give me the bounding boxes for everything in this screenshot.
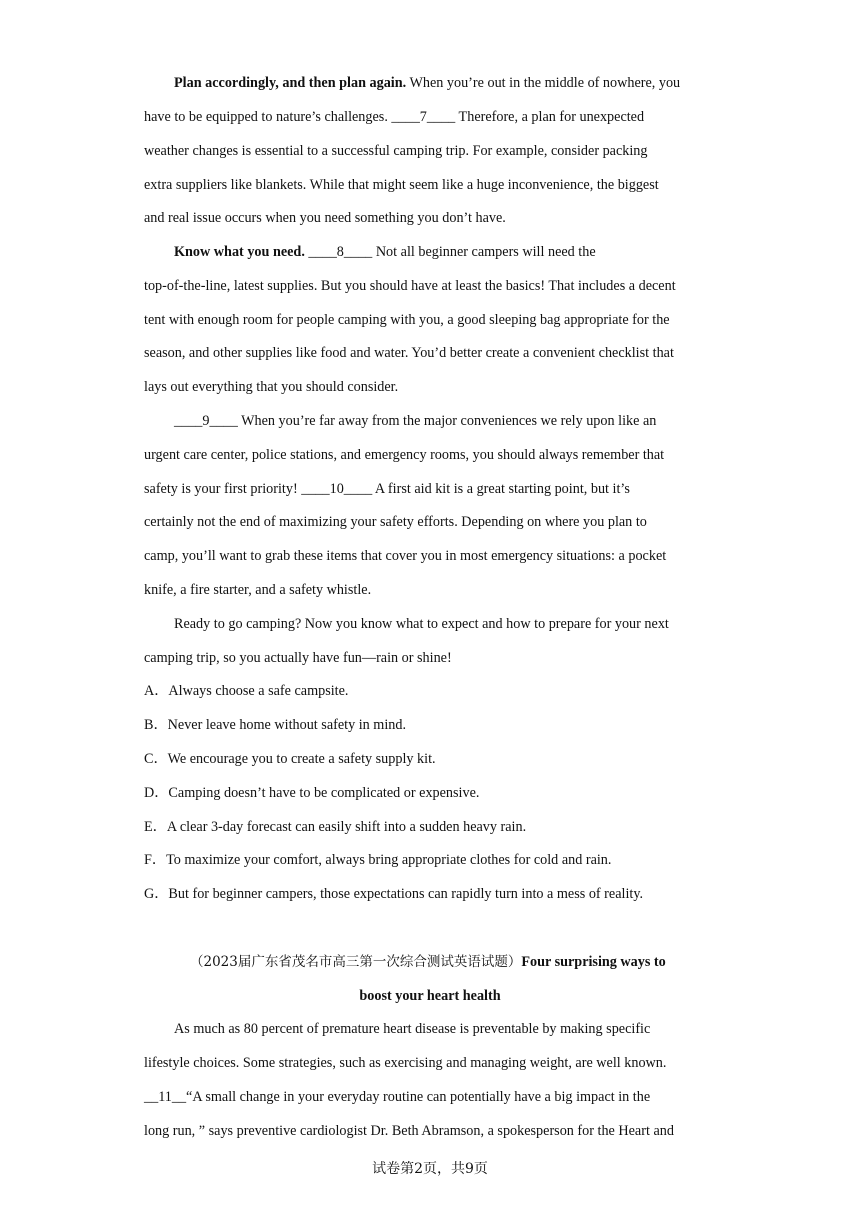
option-g: G．But for beginner campers, those expectations can rapidly turn into a mess of reality.: [144, 886, 644, 902]
p1-line-1: [174, 73, 680, 93]
p3-line-3-text-b: A first aid kit is a great starting point, but it’s: [372, 481, 630, 497]
p4-line-1: Ready to go camping? Now you know what to expect and how to prepare for your next: [174, 616, 669, 632]
p1-heading: Plan accordingly, and then plan again.: [174, 75, 407, 91]
page-footer: 试卷第2页，共9页: [372, 1161, 488, 1177]
p3-line-3: [144, 479, 630, 499]
s2-line-2: lifestyle choices. Some strategies, such as exercising and managing weight, are well known.: [144, 1055, 667, 1071]
p3-line-5: camp, you’ll want to grab these items that cover you in most emergency situations: a pocket: [144, 548, 667, 564]
option-d: D．Camping doesn’t have to be complicated or expensive.: [144, 785, 480, 801]
p2-line-5: lays out everything that you should consider.: [144, 379, 399, 395]
blank-10: ____10____: [301, 481, 373, 497]
option-a: A．Always choose a safe campsite.: [144, 683, 349, 699]
p2-line-1: [174, 242, 596, 262]
section2-title-part-2: boost your heart health: [359, 988, 501, 1004]
blank-8: ____8____: [308, 244, 373, 260]
p1-line-3: weather changes is essential to a successful camping trip. For example, consider packing: [144, 143, 648, 159]
p2-line-3: tent with enough room for people camping with you, a good sleeping bag appropriate for the: [144, 312, 670, 328]
p3-line-4: certainly not the end of maximizing your safety efforts. Depending on where you plan to: [144, 514, 647, 530]
blank-7: ____7____: [391, 109, 456, 125]
blank-11: __11__: [144, 1089, 187, 1105]
option-e: E．A clear 3-day forecast can easily shift into a sudden heavy rain.: [144, 819, 527, 835]
p3-line-3-text-a: safety is your first priority!: [144, 481, 302, 497]
p3-line-2: urgent care center, police stations, and emergency rooms, you should always remember that: [144, 447, 665, 463]
option-f: F．To maximize your comfort, always bring appropriate clothes for cold and rain.: [144, 852, 612, 868]
s2-line-3: [144, 1087, 650, 1107]
p1-line-2: [144, 107, 644, 127]
p3-line-6: knife, a fire starter, and a safety whistle.: [144, 582, 372, 598]
option-b: B．Never leave home without safety in mind.: [144, 717, 407, 733]
s2-line-1: As much as 80 percent of premature heart disease is preventable by making specific: [174, 1021, 651, 1037]
p2-heading: Know what you need.: [174, 244, 305, 260]
section2-heading-line-1: [190, 952, 666, 972]
s2-line-3-text: “A small change in your everyday routine can potentially have a big impact in the: [186, 1089, 651, 1105]
p1-line-2-text-b: Therefore, a plan for unexpected: [455, 109, 645, 125]
s2-line-4: long run, ” says preventive cardiologist Dr. Beth Abramson, a spokesperson for the Heart and: [144, 1123, 674, 1139]
section2-title-part-1: Four surprising ways to: [521, 954, 666, 970]
p3-line-1: [174, 411, 656, 431]
p1-line-5: and real issue occurs when you need something you don’t have.: [144, 210, 506, 226]
p4-line-2: camping trip, so you actually have fun—rain or shine!: [144, 650, 452, 666]
p3-line-1-text: When you’re far away from the major conveniences we rely upon like an: [237, 413, 657, 429]
p2-line-2: top-of-the-line, latest supplies. But you should have at least the basics! That includes a decent: [144, 278, 676, 294]
blank-9: ____9____: [174, 413, 238, 429]
p1-line-1-text: When you’re out in the middle of nowhere, you: [406, 75, 681, 91]
p1-line-2-text-a: have to be equipped to nature’s challenges.: [144, 109, 392, 125]
p1-line-4: extra suppliers like blankets. While that might seem like a huge inconvenience, the biggest: [144, 177, 659, 193]
p2-line-4: season, and other supplies like food and water. You’d better create a convenient checklist that: [144, 345, 674, 361]
section2-source: （2023届广东省茂名市高三第一次综合测试英语试题）: [190, 954, 522, 970]
p2-line-1-text: Not all beginner campers will need the: [372, 244, 596, 260]
option-c: C．We encourage you to create a safety supply kit.: [144, 751, 436, 767]
